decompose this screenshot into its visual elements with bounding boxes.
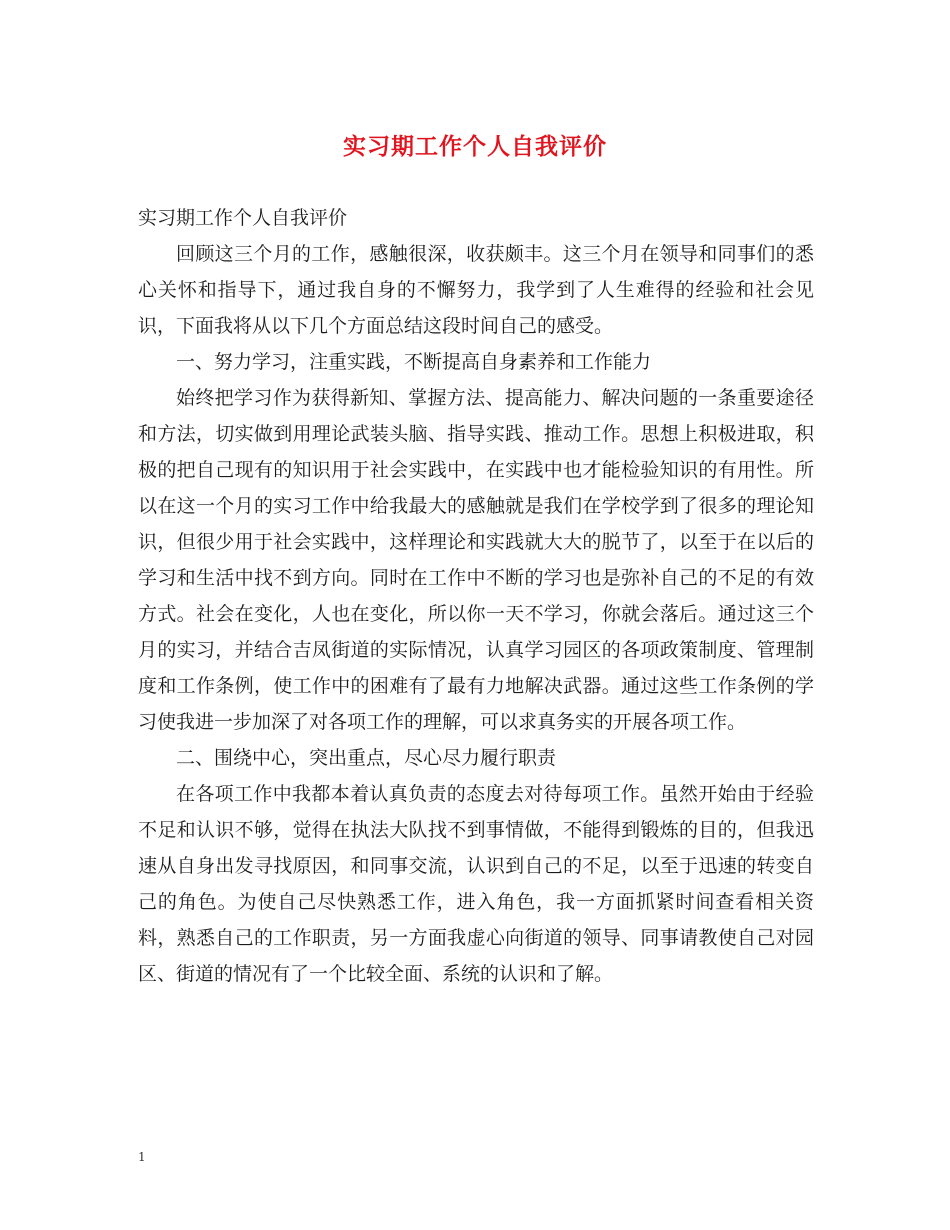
document-body	[138, 200, 814, 992]
section-heading-1: 一、努力学习，注重实践，不断提高自身素养和工作能力	[176, 351, 652, 373]
paragraph-intro: 回顾这三个月的工作，感触很深，收获颇丰。这三个月在领导和同事们的悉心关怀和指导下，通过我自身的不懈努力，我学到了人生难得的经验和社会见识，下面我将从以下几个方面总结这段时间自己的感受。	[138, 243, 814, 337]
section-heading-2: 二、围绕中心，突出重点，尽心尽力履行职责	[176, 747, 557, 769]
page-number: 1	[138, 1150, 146, 1164]
paragraph-section-1: 始终把学习作为获得新知、掌握方法、提高能力、解决问题的一条重要途径和方法，切实做到用理论武装头脑、指导实践、推动工作。思想上积极进取，积极的把自己现有的知识用于社会实践中，在实践中也才能检验知识的有用性。所以在这一个月的实习工作中给我最大的感触就是我们在学校学到了很多的理论知识，但很少用于社会实践中，这样理论和实践就大大的脱节了，以至于在以后的学习和生活中找不到方向。同时在工作中不断的学习也是弥补自己的不足的有效方式。社会在变化，人也在变化，所以你一天不学习，你就会落后。通过这三个月的实习，并结合吉凤街道的实际情况，认真学习园区的各项政策制度、管理制度和工作条例，使工作中的困难有了最有力地解决武器。通过这些工作条例的学习使我进一步加深了对各项工作的理解，可以求真务实的开展各项工作。	[138, 387, 814, 733]
document-title: 实习期工作个人自我评价	[343, 133, 607, 160]
document-subtitle: 实习期工作个人自我评价	[138, 207, 348, 229]
paragraph-section-2: 在各项工作中我都本着认真负责的态度去对待每项工作。虽然开始由于经验不足和认识不够，觉得在执法大队找不到事情做，不能得到锻炼的目的，但我迅速从自身出发寻找原因，和同事交流，认识到自己的不足，以至于迅速的转变自己的角色。为使自己尽快熟悉工作，进入角色，我一方面抓紧时间查看相关资料，熟悉自己的工作职责，另一方面我虚心向街道的领导、同事请教使自己对园区、街道的情况有了一个比较全面、系统的认识和了解。	[138, 783, 814, 985]
